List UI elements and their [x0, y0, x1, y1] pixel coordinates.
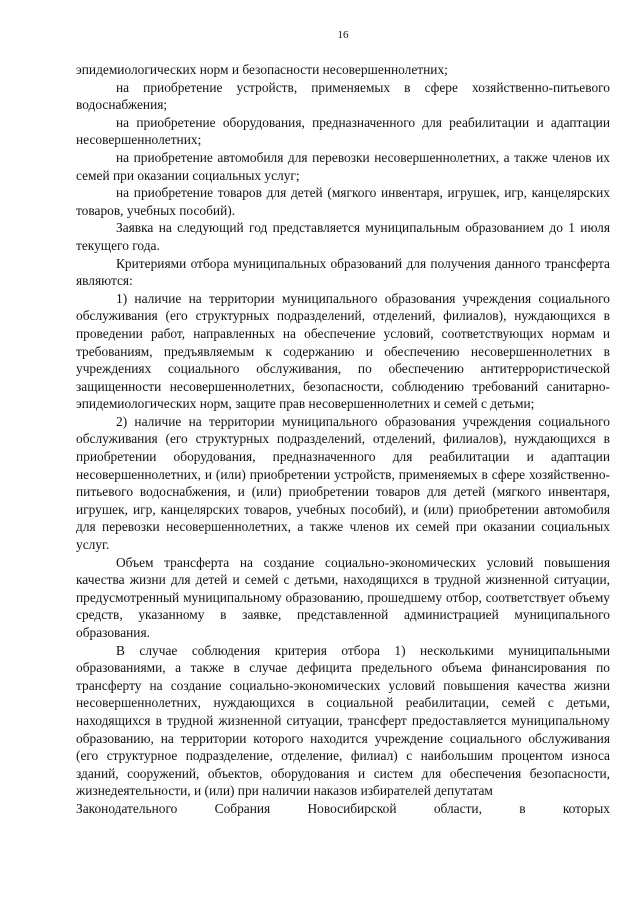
last-line-word: Собрания: [214, 800, 271, 816]
paragraph-application-deadline: Заявка на следующий год представляется муниципальным образованием до 1 июля текущего года.: [76, 220, 610, 253]
paragraph-transfer-volume: Объем трансферта на создание социально-экономических условий повышения качества жизни для детей и семей с детьми, находящихся в трудной жизненной ситуации, предусмотренный муниципальному образованию, прошедшему отбор, соответствует объему средств, указанному в заявке, представленной администрацией муниципального образования.: [76, 554, 610, 640]
paragraph-equipment: на приобретение оборудования, предназначенного для реабилитации и адаптации несовершеннолетних;: [76, 114, 610, 148]
last-line-word: которых: [562, 800, 610, 816]
paragraph-deficit-case: В случае соблюдения критерия отбора 1) несколькими муниципальными образованиями, а также в случае дефицита предельного объема финансирования по трансферту на создание социально-экономических условий повышения качества жизни несовершеннолетних, нуждающихся в социальной реабилитации, семей с детьми, находящихся в трудной жизненной ситуации, трансферт предоставляется муниципальному образованию, на территории которого находится учреждение социального обслуживания (его структурное подразделение, отделение, филиал) с наибольшим процентом износа зданий, сооружений, объектов, оборудования и систем для обеспечения безопасности, жизнедеятельности, и (или) при наличии наказов избирателей депутатам: [76, 642, 610, 799]
paragraph-criterion-1: 1) наличие на территории муниципального образования учреждения социального обслуживания (его структурных подразделений, отделений, филиалов), нуждающихся в проведении работ, направленных на обеспечение условий, соответствующих нормам и требованиям, предъявляемым к содержанию и обеспечению несовершеннолетних в учреждениях социального обслуживания, по обеспечению антитеррористической защищенности несовершеннолетних, безопасности, соблюдению требований санитарно-эпидемиологических норм, защите прав несовершеннолетних и семей с детьми;: [76, 290, 610, 412]
paragraph-devices: на приобретение устройств, применяемых в сфере хозяйственно-питьевого водоснабжения;: [76, 79, 610, 113]
last-line-word: в: [519, 800, 526, 816]
last-line-word: Законодательного: [76, 800, 178, 816]
paragraph-continuation: эпидемиологических норм и безопасности несовершеннолетних;: [76, 62, 448, 77]
paragraph-last-line: [76, 800, 610, 818]
last-line-word: области,: [433, 800, 482, 816]
page-number: 16: [337, 29, 349, 41]
paragraph-criteria-intro: Критериями отбора муниципальных образований для получения данного трансферта являются:: [76, 255, 610, 289]
paragraph-criterion-2: 2) наличие на территории муниципального образования учреждения социального обслуживания (его структурных подразделений, отделений, филиалов), нуждающихся в приобретении оборудования, предназначенного для реабилитации и адаптации несовершеннолетних, и (или) приобретении устройств, применяемых в сфере хозяйственно-питьевого водоснабжения, и (или) приобретении товаров для детей (мягкого инвентаря, игрушек, игр, канцелярских товаров, учебных пособий), и (или) приобретении автомобиля для перевозки несовершеннолетних, а также членов их семей при оказании социальных услуг.: [76, 413, 610, 553]
paragraph-goods: на приобретение товаров для детей (мягкого инвентаря, игрушек, игр, канцелярских товаров, учебных пособий).: [76, 185, 610, 218]
last-line-word: Новосибирской: [307, 800, 397, 816]
document-page: [76, 28, 610, 818]
paragraph-vehicle: на приобретение автомобиля для перевозки несовершеннолетних, а также членов их семей при оказании социальных услуг;: [76, 149, 610, 183]
